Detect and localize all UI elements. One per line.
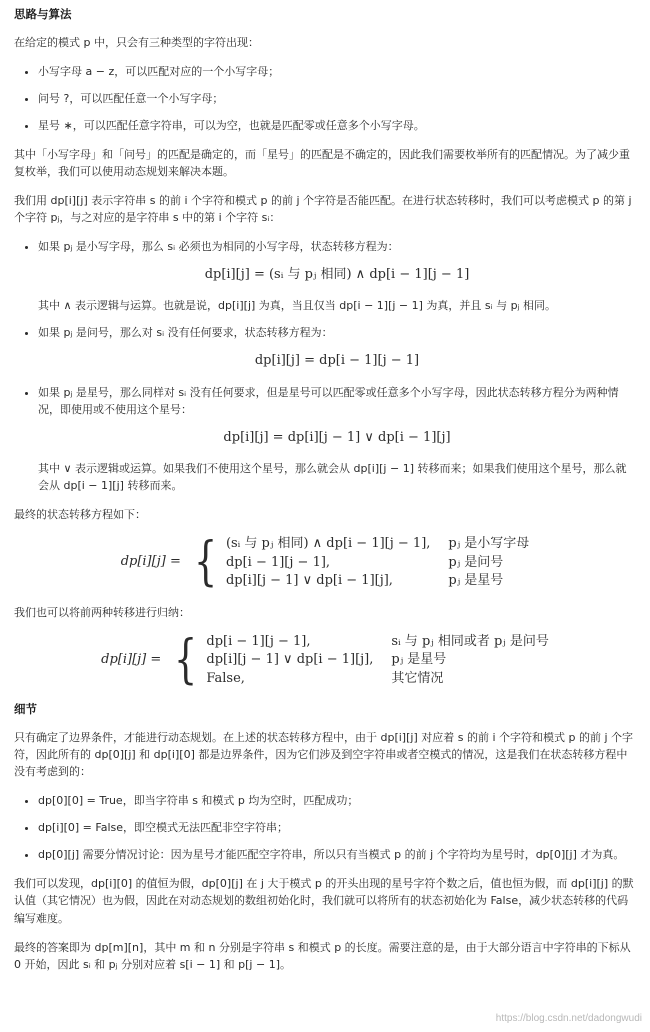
case-text: 如果 pⱼ 是问号，那么对 sᵢ 没有任何要求，状态转移方程为： [38, 326, 333, 340]
transition-cases [14, 238, 636, 494]
equation-expr: (sᵢ 与 pⱼ 相同) ∧ dp[i − 1][j − 1], [225, 535, 431, 551]
case-question [38, 324, 636, 371]
definition-paragraph: 我们用 dp[i][j] 表示字符串 s 的前 i 个字符和模式 p 的前 j 个字符是否能匹配。在进行状态转移时，我们可以考虑模式 p 的第 j 个字符 pⱼ，与之对应的是字符串 s 中的第 i 个字符 sᵢ： [14, 194, 632, 225]
watermark: https://blog.csdn.net/dadongwudi [495, 1012, 642, 1024]
enum-paragraph: 其中「小写字母」和「问号」的匹配是确定的，而「星号」的匹配是不确定的，因此我们需要枚举所有的匹配情况。为了减少重复枚举，我们可以使用动态规划来解决本题。 [14, 148, 630, 179]
equation-cond: 其它情况 [391, 670, 444, 686]
equation-lhs: dp[i][j] = [120, 554, 181, 570]
list-item: • 星号 ∗，可以匹配任意字符串，可以为空，也就是匹配零或任意多个小写字母。 [38, 117, 636, 134]
final-label: 最终的状态转移方程如下： [14, 507, 146, 521]
list-item: • dp[i][0] = False，即空模式无法匹配非空字符串； [38, 819, 636, 836]
merged-equation [14, 629, 636, 690]
merge-label: 我们也可以将前两种转移进行归纳： [14, 605, 190, 619]
boundary-list [14, 792, 636, 863]
solution-document [14, 6, 636, 985]
answer-paragraph: 最终的答案即为 dp[m][n]，其中 m 和 n 分别是字符串 s 和模式 p 的长度。需要注意的是，由于大部分语言中字符串的下标从 0 开始，因此 sᵢ 和 pⱼ 分别对应着 s[i − 1] 和 p[j − 1]。 [14, 940, 631, 971]
brace-symbol: { [193, 532, 217, 593]
formula: dp[i][j] = (sᵢ 与 pⱼ 相同) ∧ dp[i − 1][j − 1] [204, 267, 470, 283]
equation-expr: False, [206, 670, 245, 686]
list-item: • 问号 ?，可以匹配任意一个小写字母； [38, 90, 636, 107]
detail-paragraph: 只有确定了边界条件，才能进行动态规划。在上述的状态转移方程中，由于 dp[i][j] 对应着 s 的前 i 个字符和模式 p 的前 j 个字符，因此所有的 dp[0][j] 和 dp[i][0] 都是边界条件，因为它们涉及到空字符串或者空模式的情况，这是我们在状态转移方程中没有考虑到的： [14, 731, 634, 779]
list-item: • 小写字母 a − z，可以匹配对应的一个小写字母； [38, 63, 636, 80]
equation-cond: pⱼ 是星号 [448, 573, 504, 589]
equation-cond: pⱼ 是问号 [448, 554, 504, 570]
equation-expr: dp[i − 1][j − 1], [225, 554, 331, 570]
list-item: • dp[0][0] = True，即当字符串 s 和模式 p 均为空时，匹配成功； [38, 792, 636, 809]
equation-expr: dp[i][j − 1] ∨ dp[i − 1][j], [206, 652, 374, 668]
equation-rows [206, 633, 548, 688]
formula: dp[i][j] = dp[i − 1][j − 1] [254, 353, 420, 369]
case-text: 如果 pⱼ 是星号，那么同样对 sᵢ 没有任何要求，但是星号可以匹配零或任意多个小写字母，因此状态转移方程分为两种情况，即使用或不使用这个星号： [38, 385, 619, 416]
init-paragraph: 我们可以发现，dp[i][0] 的值恒为假，dp[0][j] 在 j 大于模式 p 的开头出现的星号字符个数之后，值也恒为假，而 dp[i][j] 的默认值（其它情况）也为假，因此在对动态规划的数组初始化时，我们就可以将所有的状态初始化为 False，减少状态转移的代码编写难度。 [14, 877, 634, 925]
equation-expr: dp[i][j − 1] ∨ dp[i − 1][j], [225, 573, 393, 589]
formula: dp[i][j] = dp[i][j − 1] ∨ dp[i − 1][j] [223, 429, 451, 445]
equation-lhs: dp[i][j] = [101, 651, 162, 667]
equation-cond: sᵢ 与 pⱼ 相同或者 pⱼ 是问号 [391, 633, 549, 649]
detail-title: 细节 [14, 702, 37, 717]
final-equation [14, 532, 636, 593]
equation-cond: pⱼ 是星号 [391, 652, 447, 668]
case-lowercase [38, 238, 636, 314]
section-title: 思路与算法 [14, 7, 72, 21]
equation-cond: pⱼ 是小写字母 [448, 535, 530, 551]
char-type-list [14, 63, 636, 134]
equation-rows [226, 535, 529, 590]
equation-expr: dp[i − 1][j − 1], [206, 633, 311, 649]
case-note: 其中 ∧ 表示逻辑与运算。也就是说，dp[i][j] 为真，当且仅当 dp[i − 1][j − 1] 为真，并且 sᵢ 与 pⱼ 相同。 [38, 299, 557, 313]
brace-symbol: { [174, 629, 198, 690]
case-note: 其中 ∨ 表示逻辑或运算。如果我们不使用这个星号，那么就会从 dp[i][j − 1] 转移而来；如果我们使用这个星号，那么就会从 dp[i − 1][j] 转移而来。 [38, 461, 627, 492]
intro-paragraph: 在给定的模式 p 中，只会有三种类型的字符出现： [14, 35, 259, 49]
list-item: • dp[0][j] 需要分情况讨论：因为星号才能匹配空字符串，所以只有当模式 p 的前 j 个字符均为星号时，dp[0][j] 才为真。 [38, 846, 636, 863]
case-star [38, 384, 636, 494]
case-text: 如果 pⱼ 是小写字母，那么 sᵢ 必须也为相同的小写字母，状态转移方程为： [38, 240, 399, 254]
